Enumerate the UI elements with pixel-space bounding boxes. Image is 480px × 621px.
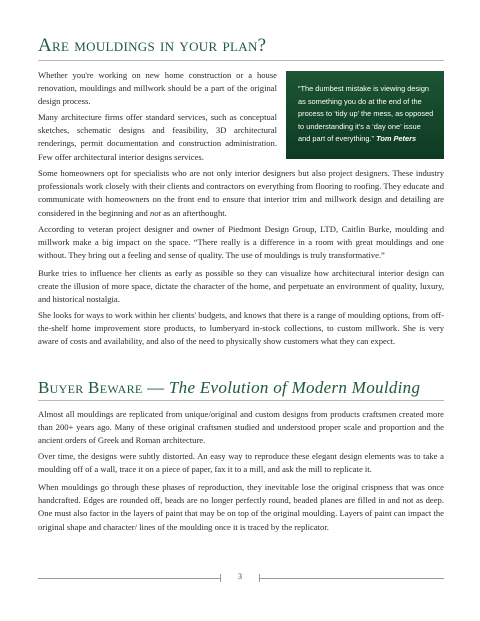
heading-main: Buyer Beware —	[38, 378, 169, 397]
footer-tick	[220, 574, 221, 582]
heading-rule	[38, 60, 444, 61]
paragraph: Whether you're working on new home construction or a house renovation, mouldings and millwork should be a part of the original design process.	[38, 70, 277, 107]
paragraph	[38, 167, 444, 220]
heading-subtitle: The Evolution of Modern Moulding	[168, 378, 421, 397]
page-number: 3	[238, 572, 242, 581]
quote-text: “The dumbest mistake is viewing design as something you do at the end of the process to ‘tidy up’ the mess, as opposed to understanding it's a ‘day one’ issue and part of everything.”	[298, 84, 434, 144]
section-heading-mouldings: Are mouldings in your plan?	[38, 35, 267, 56]
section-heading-buyer-beware	[38, 378, 420, 398]
paragraph: Almost all mouldings are replicated from unique/original and custom designs from products craftsmen created more than 200+ years ago. Many of these original craftsmen studied and understood proper scale and proportion and the ancient orders of Greek and Roman architecture.	[38, 409, 444, 446]
paragraph: She looks for ways to work within her clients' budgets, and knows that there is a range of moulding options, from off-the-shelf home improvement store products, to lumberyard in-stock collections, to custom millwork. She is very aware of costs and availability, and also of the need to physically show customers what they can expect.	[38, 310, 444, 347]
pull-quote	[286, 71, 444, 159]
quote-author: Tom Peters	[376, 134, 417, 144]
emphasis: not	[149, 207, 161, 218]
heading-rule	[38, 400, 444, 401]
paragraph: According to veteran project designer and owner of Piedmont Design Group, LTD, Caitlin Burke, moulding and millwork make a big impact on the space. “There really is a difference in a room with great mouldings and one without. They bring out a feeling and sense of quality. The use of mouldings is truly transformative.”	[38, 224, 444, 261]
paragraph: When mouldings go through these phases of reproduction, they inevitable lose the original crispness that was once handcrafted. Edges are rounded off, beads are no longer perfectly round, beaded planes are filled in and not as deep. One must also factor in the layers of paint that may be on top of the original moulding. Layers of paint can impact the original shape and character/ lines of the moulding once it is traced by the replicator.	[38, 482, 444, 532]
paragraph: Burke tries to influence her clients as early as possible so they can visualize how architectural interior design can create the illusion of more space, dictate the character of the home, and perpetuate an environment of quality, luxury, and historical nostalgia.	[38, 268, 444, 305]
paragraph: Many architecture firms offer standard services, such as conceptual sketches, schematic designs and feasibility, 3D architectural renderings, permit documentation and construction administration. Few offer architectural interior designs services.	[38, 112, 277, 162]
footer-rule-right	[259, 578, 444, 579]
paragraph-text: as an afterthought.	[160, 207, 227, 218]
footer-rule-left	[38, 578, 220, 579]
paragraph: Over time, the designs were subtly distorted. An easy way to reproduce these elegant design elements was to take a moulding off of a wall, trace it on a piece of paper, fax it to a mill, and ask the mill to replicate it.	[38, 451, 444, 475]
paragraph-text: Some homeowners opt for specialists who are not only interior designers but also project designers. These industry professionals work closely with their clients and contractors on everything from flooring to roofing. They educate and communicate with homeowners on the front end to ensure that interior trim and millwork design and detailing are considered in the beginning and	[38, 168, 444, 218]
